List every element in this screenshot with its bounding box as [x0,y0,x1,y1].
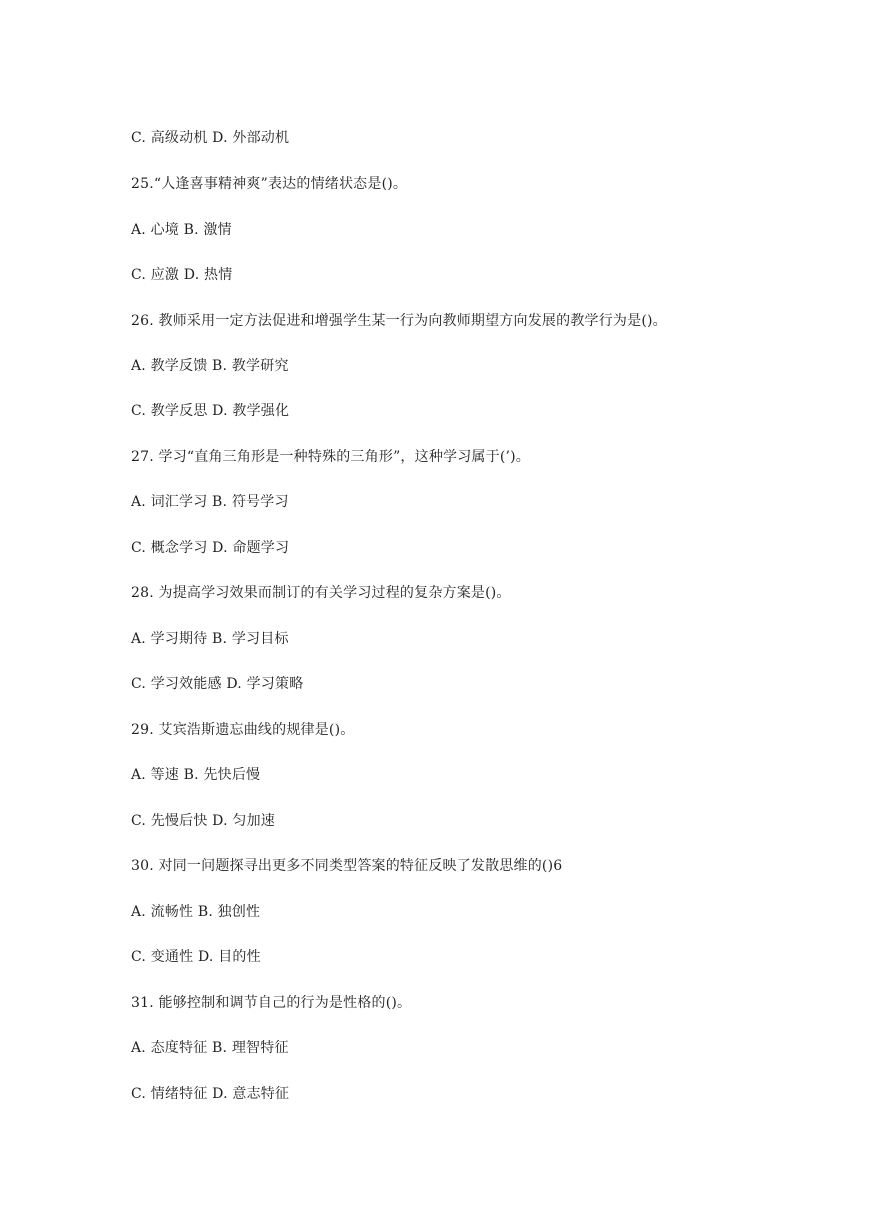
question-25-options-cd: C. 应激 D. 热情 [131,267,233,283]
question-29-options-cd: C. 先慢后快 D. 匀加速 [131,813,275,829]
question-28-stem: 28. 为提高学习效果而制订的有关学习过程的复杂方案是()。 [131,585,511,601]
question-28-options-ab: A. 学习期待 B. 学习目标 [131,631,289,647]
question-30-options-cd: C. 变通性 D. 目的性 [131,949,261,965]
question-30-stem: 30. 对同一问题探寻出更多不同类型答案的特征反映了发散思维的()6 [131,858,563,874]
question-27-options-cd: C. 概念学习 D. 命题学习 [131,540,290,556]
question-27-stem: 27. 学习“直角三角形是一种特殊的三角形”，这种学习属于(’)。 [131,449,531,465]
question-26-options-ab: A. 教学反馈 B. 教学研究 [131,358,289,374]
question-27-options-ab: A. 词汇学习 B. 符号学习 [131,494,289,510]
question-31-stem: 31. 能够控制和调节自己的行为是性格的()。 [131,995,412,1011]
question-31-options-cd: C. 情绪特征 D. 意志特征 [131,1086,290,1102]
question-25-options-ab: A. 心境 B. 激情 [131,222,232,238]
question-29-options-ab: A. 等速 B. 先快后慢 [131,767,261,783]
question-28-options-cd: C. 学习效能感 D. 学习策略 [131,676,304,692]
question-31-options-ab: A. 态度特征 B. 理智特征 [131,1040,289,1056]
question-25-stem: 25.“人逢喜事精神爽”表达的情绪状态是()。 [131,176,408,192]
question-30-options-ab: A. 流畅性 B. 独创性 [131,904,261,920]
question-26-options-cd: C. 教学反思 D. 教学强化 [131,403,290,419]
question-24-options-cd: C. 高级动机 D. 外部动机 [131,130,290,146]
question-26-stem: 26. 教师采用一定方法促进和增强学生某一行为向教师期望方向发展的教学行为是()。 [131,313,667,329]
question-29-stem: 29. 艾宾浩斯遗忘曲线的规律是()。 [131,722,355,738]
